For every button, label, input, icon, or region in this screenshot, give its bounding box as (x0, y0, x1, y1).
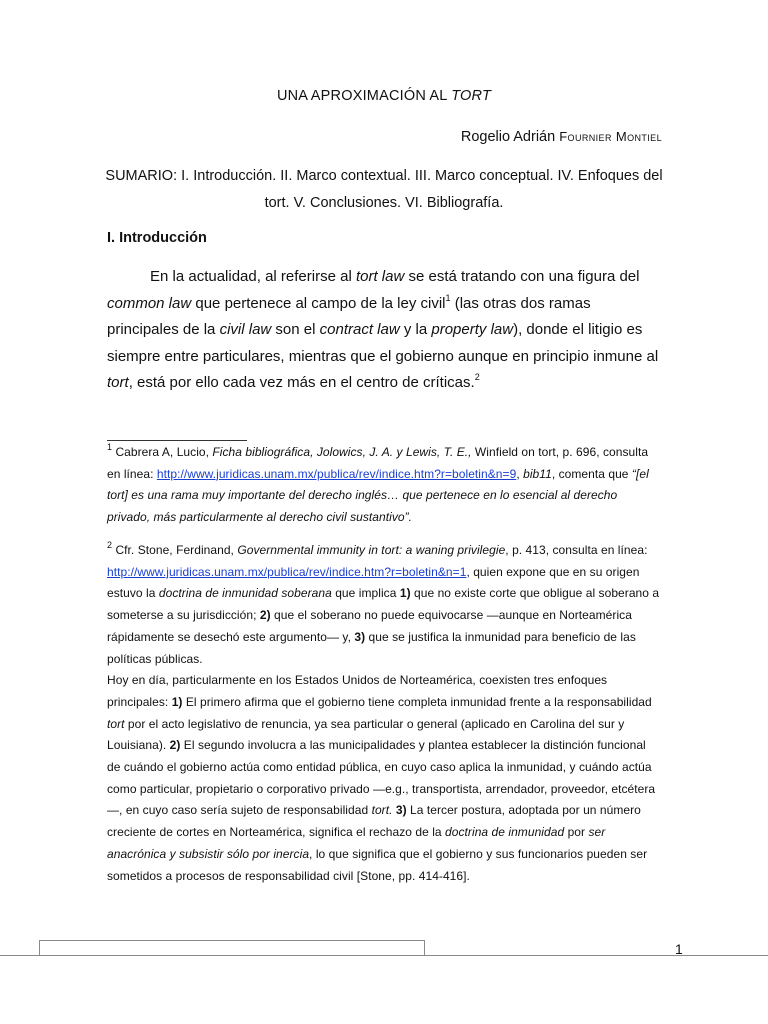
footnote-link[interactable]: http://www.juridicas.unam.mx/publica/rev/indice.htm?r=boletin&n=9 (156, 466, 517, 481)
footnote-2: $^2$ Cfr. Stone, Ferdinand, Governmental immunity in tort: a waning privilegie, p. 413, consulta en línea: http://www.juridicas.unam.mx/publica/rev/indice.htm?r=boletin&n=1, quien expone que en su origen estuvo la doctrina de inmunidad soberana que implica 1) que no existe corte que obligue al soberano a someterse a su jurisdicción; 2) que el soberano no puede equivocarse —aunque en Norteamérica rápidamente se desechó este argumento— y, 3) que se justifica la inmunidad para beneficio de las políticas públicas. Hoy en día, particularmente en los Estados Unidos de Norteamérica, coexisten tres enfoques principales: 1) El primero afirma que el gobierno tiene completa inmunidad frente a la responsabilidad tort por el acto legislativo de renuncia, ya sea particular o general (aplicado en Carolina del sur y Louisiana). 2) El segundo involucra a las municipalidades y plantea establecer la distinción funcional de cuándo el gobierno actúa como entidad pública, en cuyo caso aplica la inmunidad, y cuándo actúa como particular, propietario o corporativo privado —e.g., transportista, arrendador, proveedor, etcétera—, en cuyo caso sería sujeto de responsabilidad tort. 3) La tercer postura, adoptada por un número creciente de cortes en Norteamérica, significa el rechazo de la doctrina de inmunidad por ser anacrónica y subsistir sólo por inercia, lo que significa que el gobierno y sus funcionarios pueden ser sometidos a procesos de responsabilidad civil [Stone, pp. 414-416]. (107, 540, 660, 883)
footnote-1: $^1$ Cabrera A, Lucio, Ficha bibliográfica, Jolowics, J. A. y Lewis, T. E., Winfield on tort, p. 696, consulta en línea: http://www.juridicas.unam.mx/publica/rev/indice.htm?r=boletin&n=9, bib11, comenta que “[el tort] es una rama muy importante del derecho inglés… que pertenece en lo esencial al derecho privado, más particularmente al derecho civil sustantivo”. (107, 442, 649, 525)
author-given-name: Rogelio Adrián (460, 129, 560, 145)
intro-paragraph: En la actualidad, al referirse al tort law se está tratando con una figura del common law que pertenece al campo de la ley civil$^1$ (las otras dos ramas principales de la civil law son el contract law y la property law), donde el litigio es siempre entre particulares, mientras que el gobierno aunque en principio inmune al tort, está por ello cada vez más en el centro de críticas.$^2$ (107, 268, 659, 391)
page-number: 1 (675, 941, 683, 957)
footnote-ref-1[interactable]: 1 (445, 292, 451, 303)
section-heading: I. Introducción (107, 230, 207, 246)
footnote-number: 2 (107, 540, 113, 550)
title-emphasis: TORT (451, 88, 492, 104)
footnote-ref-2[interactable]: 2 (474, 372, 480, 382)
footer-frame (39, 940, 425, 956)
paper-title (0, 88, 768, 104)
summary: SUMARIO: I. Introducción. II. Marco contextual. III. Marco conceptual. IV. Enfoques del tort. V. Conclusiones. VI. Bibliografía. (105, 168, 663, 211)
author-surname: Fournier Montiel (559, 129, 662, 144)
footnote-link[interactable]: http://www.juridicas.unam.mx/publica/rev/indice.htm?r=boletin&n=1 (107, 564, 467, 579)
footnote-separator (107, 440, 247, 441)
author-line (461, 129, 662, 145)
footer-divider (0, 955, 768, 956)
title-text: UNA APROXIMACIÓN AL (276, 88, 452, 104)
footnote-number: 1 (107, 442, 113, 452)
